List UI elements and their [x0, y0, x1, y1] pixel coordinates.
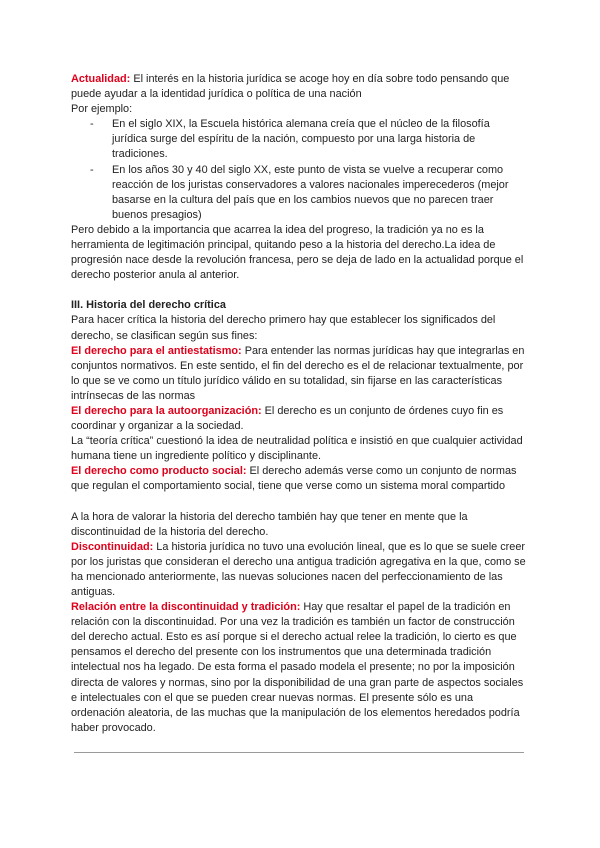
actualidad-paragraph — [71, 72, 527, 102]
producto-social-text: El derecho además verse como un conjunto de normas que regulan el comportamiento social, tiene que verse como un sistema moral compartido — [71, 465, 517, 493]
footer-divider — [74, 752, 524, 753]
document-body — [71, 72, 527, 736]
actualidad-label: Actualidad: — [71, 73, 131, 85]
progress-paragraph: Pero debido a la importancia que acarrea la idea del progreso, la tradición ya no es la herramienta de legitimación principal, quitando peso a la historia del derecho.La idea de progresión nace desde la revolución francesa, pero se deja de lado en la actualidad porque el derecho posterior anula al anterior. — [71, 223, 524, 282]
discontinuidad-paragraph — [71, 540, 527, 600]
antiestatismo-label: El derecho para el antiestatismo: — [71, 344, 242, 357]
producto-social-paragraph — [71, 464, 527, 494]
producto-social-label: El derecho como producto social: — [71, 465, 247, 478]
autoorganizacion-text: El derecho es un conjunto de órdenes cuyo fin es coordinar y organizar a la sociedad. — [71, 404, 504, 433]
list-item-text: En los años 30 y 40 del siglo XX, este punto de vista se vuelve a recuperar como reacción de los juristas conservadores a valores nacionales imperecederos (mejor basarse en la cultura del país que en los cambios nuevos que no parecen traer buenos presagios) — [112, 163, 509, 221]
section-intro: Para hacer crítica la historia del derecho primero hay que establecer los significados del derecho, se clasifican según sus fines: — [71, 314, 496, 342]
autoorganizacion-label: El derecho para la autoorganización: — [71, 404, 262, 417]
actualidad-text: El interés en la historia jurídica se acoge hoy en día sobre todo pensando que puede ayudar a la identidad jurídica o política de una nación — [71, 73, 510, 101]
dash-marker: - — [90, 118, 94, 131]
relacion-label: Relación entre la discontinuidad y tradición: — [71, 601, 301, 614]
list-item — [71, 163, 527, 223]
section-heading: III. Historia del derecho crítica — [71, 299, 226, 312]
discontinuidad-text: La historia jurídica no tuvo una evolución lineal, que es lo que se suele creer por los juristas que consideran el derecho una antigua tradición agregativa en la que, como se ha mencionado anteriormente, las nuevas soluciones nacen del perfeccionamiento de las antiguas. — [71, 540, 526, 598]
valorar-paragraph: A la hora de valorar la historia del derecho también hay que tener en mente que la discontinuidad de la historia del derecho. — [71, 510, 468, 538]
list-item-text: En el siglo XIX, la Escuela histórica alemana creía que el núcleo de la filosofía jurídica surge del espíritu de la nación, compuesto por una larga historia de tradiciones. — [112, 118, 490, 161]
autoorganizacion-paragraph — [71, 404, 527, 434]
antiestatismo-text: Para entender las normas jurídicas hay que integrarlas en conjuntos normativos. En este sentido, el fin del derecho es el de relacionar textualmente, por lo que se ve como un título jurídico válido en su totalidad, sin fijarse en las características intrínsecas de las normas — [71, 344, 525, 402]
relacion-text: Hay que resaltar el papel de la tradición en relación con la discontinuidad. Por una vez la tradición es también un factor de construcción del derecho actual. Esto es así porque si el derecho actual relee la tradición, lo cierto es que pensamos el derecho del presente con los instrumentos que una determinada tradición intelectual nos ha legado. De esta forma el pasado modela el presente; no por la imposición directa de valores y normas, sino por la disponibilidad de una gran parte de aspectos sociales e intelectuales con el que se pueden crear nuevas normas. El presente sólo es una ordenación aleatoria, de las muchas que la manipulación de los elementos heredados podría haber provocado. — [71, 601, 524, 734]
antiestatismo-paragraph — [71, 344, 527, 404]
list-item — [71, 117, 527, 162]
discontinuidad-label: Discontinuidad: — [71, 540, 154, 553]
spacer — [71, 495, 527, 510]
relacion-paragraph — [71, 600, 527, 736]
example-list — [71, 117, 527, 223]
dash-marker: - — [90, 163, 94, 176]
teoria-critica-paragraph: La “teoría crítica” cuestionó la idea de neutralidad política e insistió en que cualquier actividad humana tiene un ingrediente político y disciplinante. — [71, 435, 523, 463]
example-intro: Por ejemplo: — [71, 103, 133, 116]
spacer — [71, 283, 527, 298]
